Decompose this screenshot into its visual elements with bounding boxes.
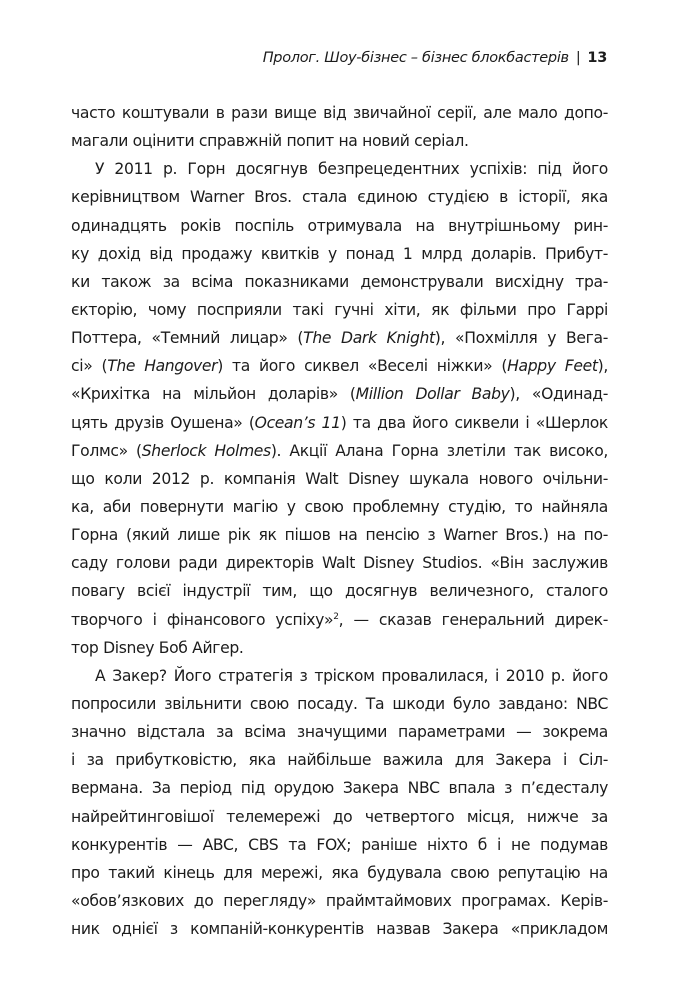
italic-title: Sherlock Holmes	[141, 441, 271, 460]
text-line	[71, 859, 608, 887]
running-header	[263, 50, 607, 66]
text-line	[71, 409, 608, 437]
text-line	[71, 549, 608, 577]
text-run: Голмс» (	[71, 441, 142, 460]
text-line	[71, 155, 608, 183]
text-run: У 2011 р. Горн досягнув безпрецедентних успіхів: під його	[95, 160, 608, 179]
text-line	[71, 212, 608, 240]
footnote-marker[interactable]: 2	[333, 611, 339, 622]
text-line	[71, 662, 608, 690]
text-run: єкторію, чому посприяли такі гучні хіти, як фільми про Гаррі	[71, 300, 608, 319]
text-run: значно відстала за всіма значущими параметрами — зокрема	[71, 723, 608, 742]
text-run: про такий кінець для мережі, яка будувала свою репутацію на	[71, 863, 608, 882]
text-line	[71, 352, 608, 380]
text-line	[71, 296, 608, 324]
text-line	[71, 521, 608, 549]
text-line	[71, 634, 608, 662]
text-run: ку дохід від продажу квитків у понад 1 млрд доларів. Прибут-	[71, 244, 608, 263]
text-run: Поттера, «Темний лицар» (	[71, 329, 304, 348]
text-run: вермана. За період під орудою Закера NBC впала з п’єдесталу	[71, 779, 608, 798]
text-line	[71, 183, 608, 211]
text-line	[71, 465, 608, 493]
text-line	[71, 718, 608, 746]
text-run: конкурентів — ABC, CBS та FOX; раніше ніхто б і не подумав	[71, 835, 608, 854]
text-run: ), «Похмілля у Вега-	[434, 329, 608, 348]
text-line	[71, 127, 608, 155]
text-run: повагу всієї індустрії тим, що досягнув величезного, сталого	[71, 582, 608, 601]
page-number: 13	[587, 50, 607, 66]
text-run: «обов’язкових до перегляду» праймтаймових програмах. Керів-	[71, 891, 608, 910]
text-line	[71, 268, 608, 296]
text-line	[71, 324, 608, 352]
text-run: ). Акції Алана Горна злетіли так високо,	[270, 441, 608, 460]
text-run: ), «Одинад-	[509, 385, 608, 404]
text-run: часто коштували в рази вище від звичайної серії, але мало допо-	[71, 104, 608, 122]
text-run: ки також за всіма показниками демонстрували висхідну тра-	[71, 272, 608, 291]
text-run: одинадцять років поспіль отримувала на внутрішньому рин-	[71, 216, 608, 235]
text-line	[71, 831, 608, 859]
text-run: сі» (	[71, 357, 108, 376]
text-run: попросили звільнити свою посаду. Та шкоди було завдано: NBC	[71, 694, 608, 713]
text-run: саду голови ради директорів Walt Disney Studios. «Він заслужив	[71, 554, 608, 573]
text-run: ),	[597, 357, 608, 376]
text-run: Горна (який лише рік як пішов на пенсію з Warner Bros.) на по-	[71, 526, 608, 545]
text-line	[71, 774, 608, 802]
text-line	[71, 803, 608, 831]
text-line	[71, 915, 608, 943]
text-run: найрейтинговішої телемережі до четвертого місця, нижче за	[71, 807, 608, 826]
text-line	[71, 690, 608, 718]
text-line	[71, 380, 608, 408]
text-line	[71, 606, 608, 634]
text-line	[71, 746, 608, 774]
italic-title: Million Dollar Baby	[355, 385, 510, 404]
text-run: тор Disney Боб Айгер.	[71, 638, 244, 657]
text-line	[71, 493, 608, 521]
text-run: і за прибутковістю, яка найбільше важила для Закера і Сіл-	[71, 751, 608, 770]
text-line	[71, 240, 608, 268]
text-run: А Закер? Його стратегія з тріском провалилася, і 2010 р. його	[95, 666, 608, 685]
text-run: творчого і фінансового успіху»	[71, 610, 334, 629]
italic-title: The Hangover	[107, 357, 218, 376]
italic-title: Happy Feet	[507, 357, 598, 376]
text-run: керівництвом Warner Bros. стала єдиною студією в історії, яка	[71, 188, 608, 207]
text-run: ка, аби повернути магію у свою проблемну студію, то найняла	[71, 497, 608, 516]
text-run: ник однієї з компаній-конкурентів назвав Закера «прикладом	[71, 920, 608, 939]
text-run: магали оцінити справжній попит на новий серіал.	[71, 132, 469, 151]
text-line	[71, 887, 608, 915]
italic-title: The Dark Knight	[303, 329, 435, 348]
header-separator: |	[575, 50, 581, 66]
text-run: ) та його сиквел «Веселі ніжки» (	[217, 357, 508, 376]
italic-title: Ocean’s 11	[254, 413, 341, 432]
text-run: цять друзів Оушена» (	[71, 413, 255, 432]
text-line	[71, 577, 608, 605]
text-run: «Крихітка на мільйон доларів» (	[71, 385, 356, 404]
body-text	[71, 99, 608, 943]
text-run: ) та два його сиквели і «Шерлок	[340, 413, 608, 432]
text-line	[71, 99, 608, 127]
running-title: Пролог. Шоу-бізнес – бізнес блокбастерів	[262, 50, 569, 66]
text-line	[71, 437, 608, 465]
text-run: що коли 2012 р. компанія Walt Disney шукала нового очільни-	[71, 469, 608, 488]
text-run: , — сказав генеральний дирек-	[338, 610, 608, 629]
